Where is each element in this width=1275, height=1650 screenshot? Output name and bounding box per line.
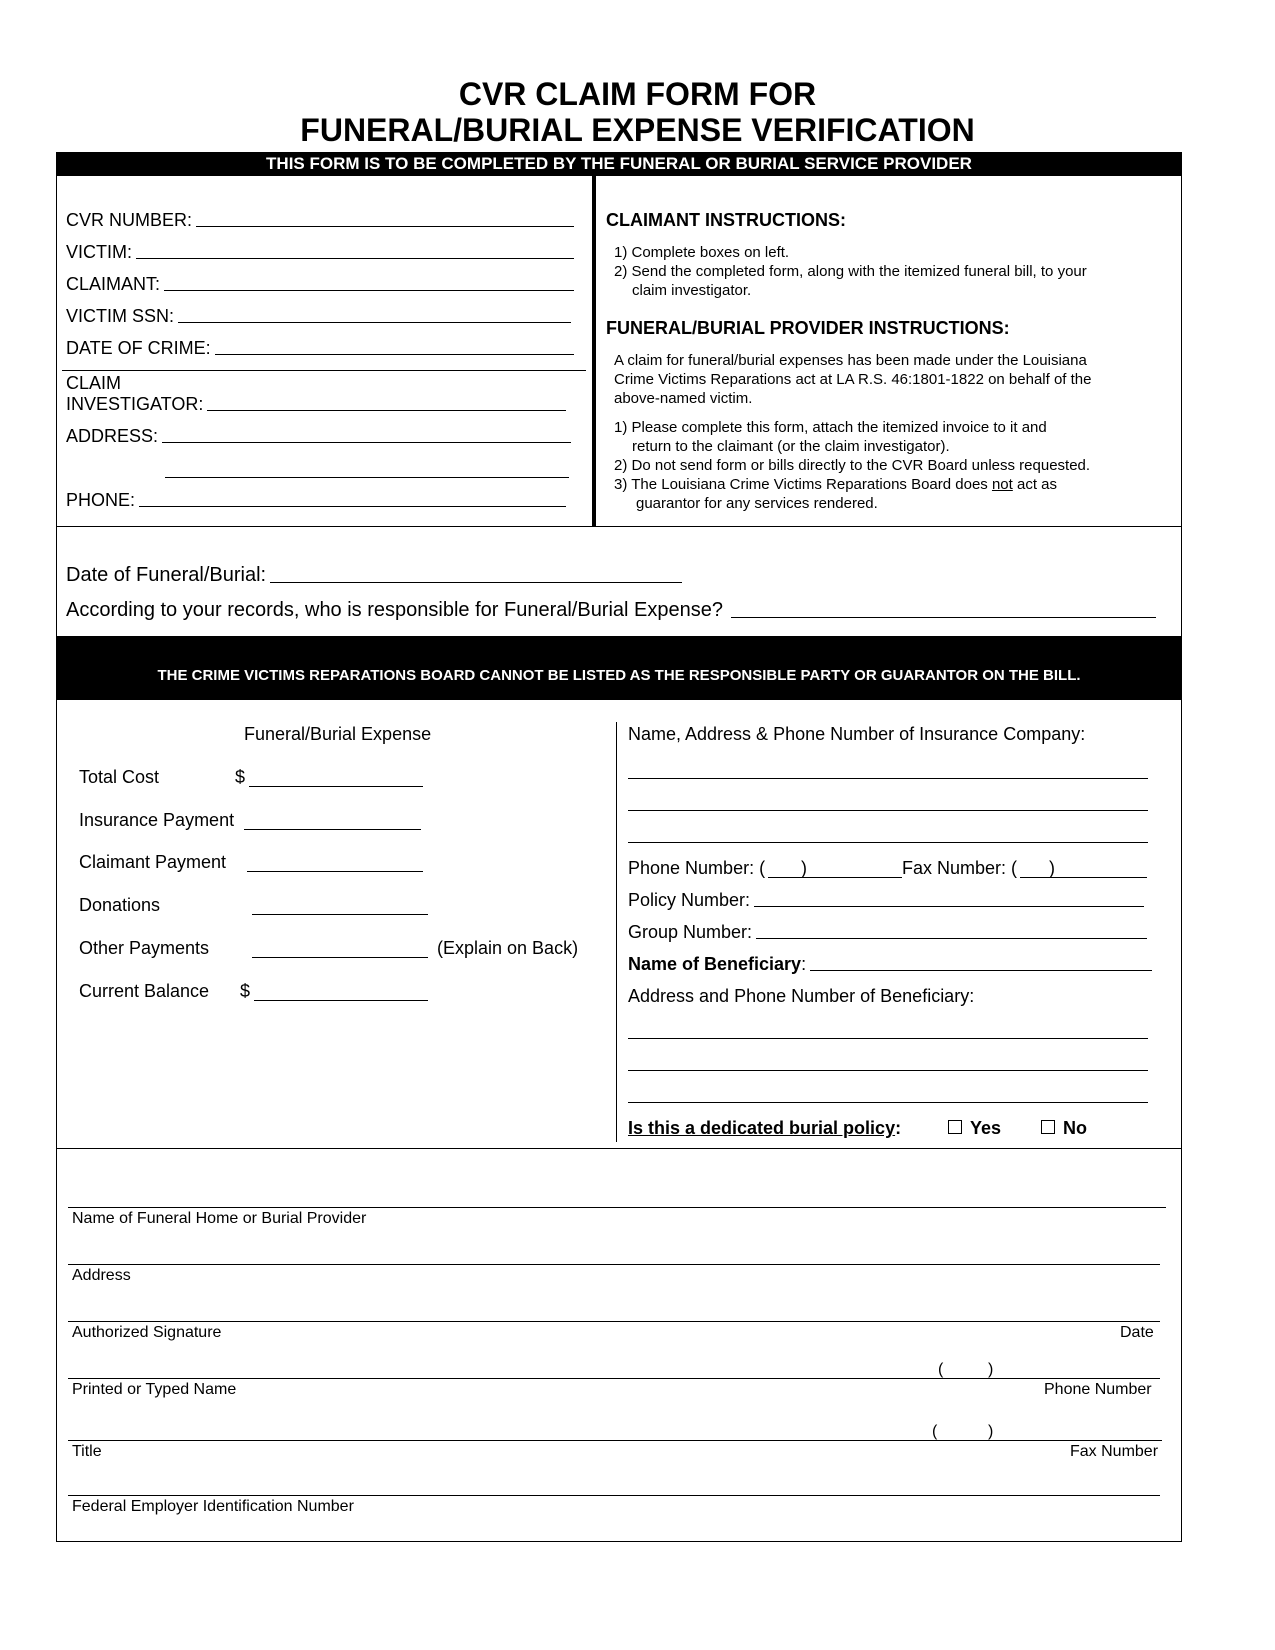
insurance-phone-number-label: Phone Number: ( (628, 858, 766, 878)
current-balance-label: Current Balance (79, 981, 210, 1001)
top-section-bottom-line (56, 526, 1182, 527)
group-number-label: Group Number: (628, 922, 753, 942)
provider-para-3: above-named victim. (614, 390, 753, 407)
insurance-fax-paren: ) (1049, 858, 1055, 878)
total-cost-input[interactable] (249, 786, 423, 787)
funeral-home-input[interactable] (68, 1207, 1166, 1208)
beneficiary-label: Name of Beneficiary (628, 954, 802, 974)
phone-field[interactable] (66, 490, 566, 511)
fax-paren-open: ( (932, 1423, 938, 1440)
victim-ssn-label: VICTIM SSN: (66, 306, 175, 326)
instruction-3a-text: 3) The Louisiana Crime Victims Reparations Board does (614, 476, 992, 493)
title-input[interactable] (68, 1440, 1162, 1441)
beneficiary-address-line-2[interactable] (628, 1070, 1148, 1071)
expense-insurance-divider (616, 722, 617, 1142)
claimant-payment-input[interactable] (247, 871, 423, 872)
no-option[interactable] (1041, 1118, 1087, 1139)
insurance-fax-input[interactable] (1057, 877, 1147, 878)
current-balance-dollar: $ (240, 981, 251, 1001)
signature-section-top-line (56, 1148, 1182, 1149)
donations-input[interactable] (252, 914, 428, 915)
provider-para-2: Crime Victims Reparations act at LA R.S. 46:1801-1822 on behalf of the (614, 371, 1092, 388)
other-payments-label: Other Payments (79, 938, 210, 958)
provider-phone-label: Phone Number (1044, 1381, 1152, 1398)
insurance-payment-input[interactable] (244, 829, 421, 830)
responsible-party-field[interactable] (66, 599, 1156, 622)
insurance-company-line-2[interactable] (628, 810, 1148, 811)
address-line-2[interactable] (165, 477, 569, 478)
provider-address-label: Address (72, 1267, 131, 1284)
fein-input[interactable] (68, 1495, 1160, 1496)
total-cost-label: Total Cost (79, 767, 160, 787)
insurance-payment-label: Insurance Payment (79, 810, 235, 830)
fax-paren-close: ) (988, 1423, 994, 1440)
yes-checkbox[interactable] (948, 1120, 962, 1134)
total-cost-dollar: $ (235, 767, 246, 787)
not-emphasis: not (991, 476, 1013, 493)
address-field[interactable] (66, 426, 571, 447)
provider-para-1: A claim for funeral/burial expenses has been made under the Louisiana (614, 352, 1087, 369)
address-label: ADDRESS: (66, 426, 159, 446)
policy-number-label: Policy Number: (628, 890, 751, 910)
insurance-phone-input[interactable] (808, 877, 902, 878)
claimant-payment-label: Claimant Payment (79, 852, 227, 872)
claimant-instruction-2a: 2) Send the completed form, along with the itemized funeral bill, to your (614, 263, 1087, 280)
cvr-number-field[interactable] (66, 210, 574, 231)
beneficiary-colon: : (801, 954, 807, 974)
insurance-company-line-1[interactable] (628, 778, 1148, 779)
authorized-signature-input[interactable] (68, 1321, 1160, 1322)
funeral-home-label: Name of Funeral Home or Burial Provider (72, 1210, 367, 1227)
yes-option[interactable] (948, 1118, 1001, 1139)
dedicated-burial-policy-question (628, 1118, 901, 1139)
cvr-number-label: CVR NUMBER: (66, 210, 193, 230)
phone-label: PHONE: (66, 490, 136, 510)
warning-bar: THE CRIME VICTIMS REPARATIONS BOARD CANNOT BE LISTED AS THE RESPONSIBLE PARTY OR GUARANTOR ON THE BILL. (56, 636, 1182, 700)
dedicated-policy-text: Is this a dedicated burial policy (628, 1118, 896, 1138)
beneficiary-address-label: Address and Phone Number of Beneficiary: (628, 986, 975, 1006)
form-title-line2: FUNERAL/BURIAL EXPENSE VERIFICATION (300, 112, 975, 148)
policy-number-field[interactable] (628, 890, 1144, 911)
dedicated-policy-colon: : (895, 1118, 902, 1138)
current-balance-input[interactable] (254, 1000, 428, 1001)
phone-paren-close: ) (988, 1361, 994, 1378)
donations-label: Donations (79, 895, 161, 915)
provider-instruction-2: 2) Do not send form or bills directly to the CVR Board unless requested. (614, 457, 1091, 474)
insurance-company-heading: Name, Address & Phone Number of Insurance Company: (628, 724, 1086, 744)
provider-instruction-3b: guarantor for any services rendered. (636, 495, 878, 512)
claimant-instruction-1: 1) Complete boxes on left. (614, 244, 790, 261)
fein-label: Federal Employer Identification Number (72, 1498, 354, 1515)
top-instruction-bar: THIS FORM IS TO BE COMPLETED BY THE FUNERAL OR BURIAL SERVICE PROVIDER (56, 152, 1182, 176)
title-label: Title (72, 1443, 102, 1460)
beneficiary-address-line-3[interactable] (628, 1102, 1148, 1103)
insurance-company-line-3[interactable] (628, 842, 1148, 843)
no-checkbox[interactable] (1041, 1120, 1055, 1134)
date-of-funeral-label: Date of Funeral/Burial: (66, 564, 267, 586)
authorized-signature-label: Authorized Signature (72, 1324, 222, 1341)
provider-address-input[interactable] (68, 1264, 1160, 1265)
beneficiary-address-line-1[interactable] (628, 1038, 1148, 1039)
date-of-funeral-field[interactable] (66, 564, 682, 587)
victim-ssn-field[interactable] (66, 306, 571, 327)
provider-instruction-1b: return to the claimant (or the claim investigator). (632, 438, 950, 455)
claimant-field[interactable] (66, 274, 574, 295)
expense-heading: Funeral/Burial Expense (244, 724, 432, 744)
claimant-label: CLAIMANT: (66, 274, 161, 294)
signature-date-label: Date (1120, 1324, 1154, 1341)
yes-label: Yes (970, 1118, 1002, 1138)
date-of-crime-field[interactable] (66, 338, 574, 359)
top-section-divider (592, 176, 596, 526)
phone-paren-open: ( (938, 1361, 944, 1378)
insurance-fax-number-label: Fax Number: ( (902, 858, 1018, 878)
claimant-instructions-heading: CLAIMANT INSTRUCTIONS: (606, 210, 846, 230)
date-of-crime-label: DATE OF CRIME: (66, 338, 211, 358)
printed-name-label: Printed or Typed Name (72, 1381, 237, 1398)
provider-instructions-heading: FUNERAL/BURIAL PROVIDER INSTRUCTIONS: (606, 318, 1010, 338)
victim-label: VICTIM: (66, 242, 132, 262)
responsible-party-label: According to your records, who is responsible for Funeral/Burial Expense? (66, 599, 723, 621)
group-number-field[interactable] (628, 922, 1147, 943)
other-payments-input[interactable] (252, 957, 428, 958)
claimant-instruction-2b: claim investigator. (632, 282, 752, 299)
insurance-phone-paren: ) (801, 858, 807, 878)
victim-field[interactable] (66, 242, 574, 263)
explain-on-back-label: (Explain on Back) (437, 938, 579, 958)
provider-fax-label: Fax Number (1070, 1443, 1159, 1460)
claim-label: CLAIM (66, 373, 122, 393)
no-label: No (1063, 1118, 1087, 1138)
claim-investigator-field[interactable] (66, 394, 566, 415)
investigator-label: INVESTIGATOR: (66, 394, 204, 414)
provider-instruction-1a: 1) Please complete this form, attach the itemized invoice to it and (614, 419, 1047, 436)
beneficiary-name-field[interactable] (628, 954, 1152, 975)
form-title-line1: CVR CLAIM FORM FOR (458, 76, 817, 112)
instruction-3a-end: act as (1012, 476, 1058, 493)
printed-name-input[interactable] (68, 1378, 1160, 1379)
provider-instruction-3a (614, 475, 1057, 494)
left-section-divider (62, 370, 586, 371)
